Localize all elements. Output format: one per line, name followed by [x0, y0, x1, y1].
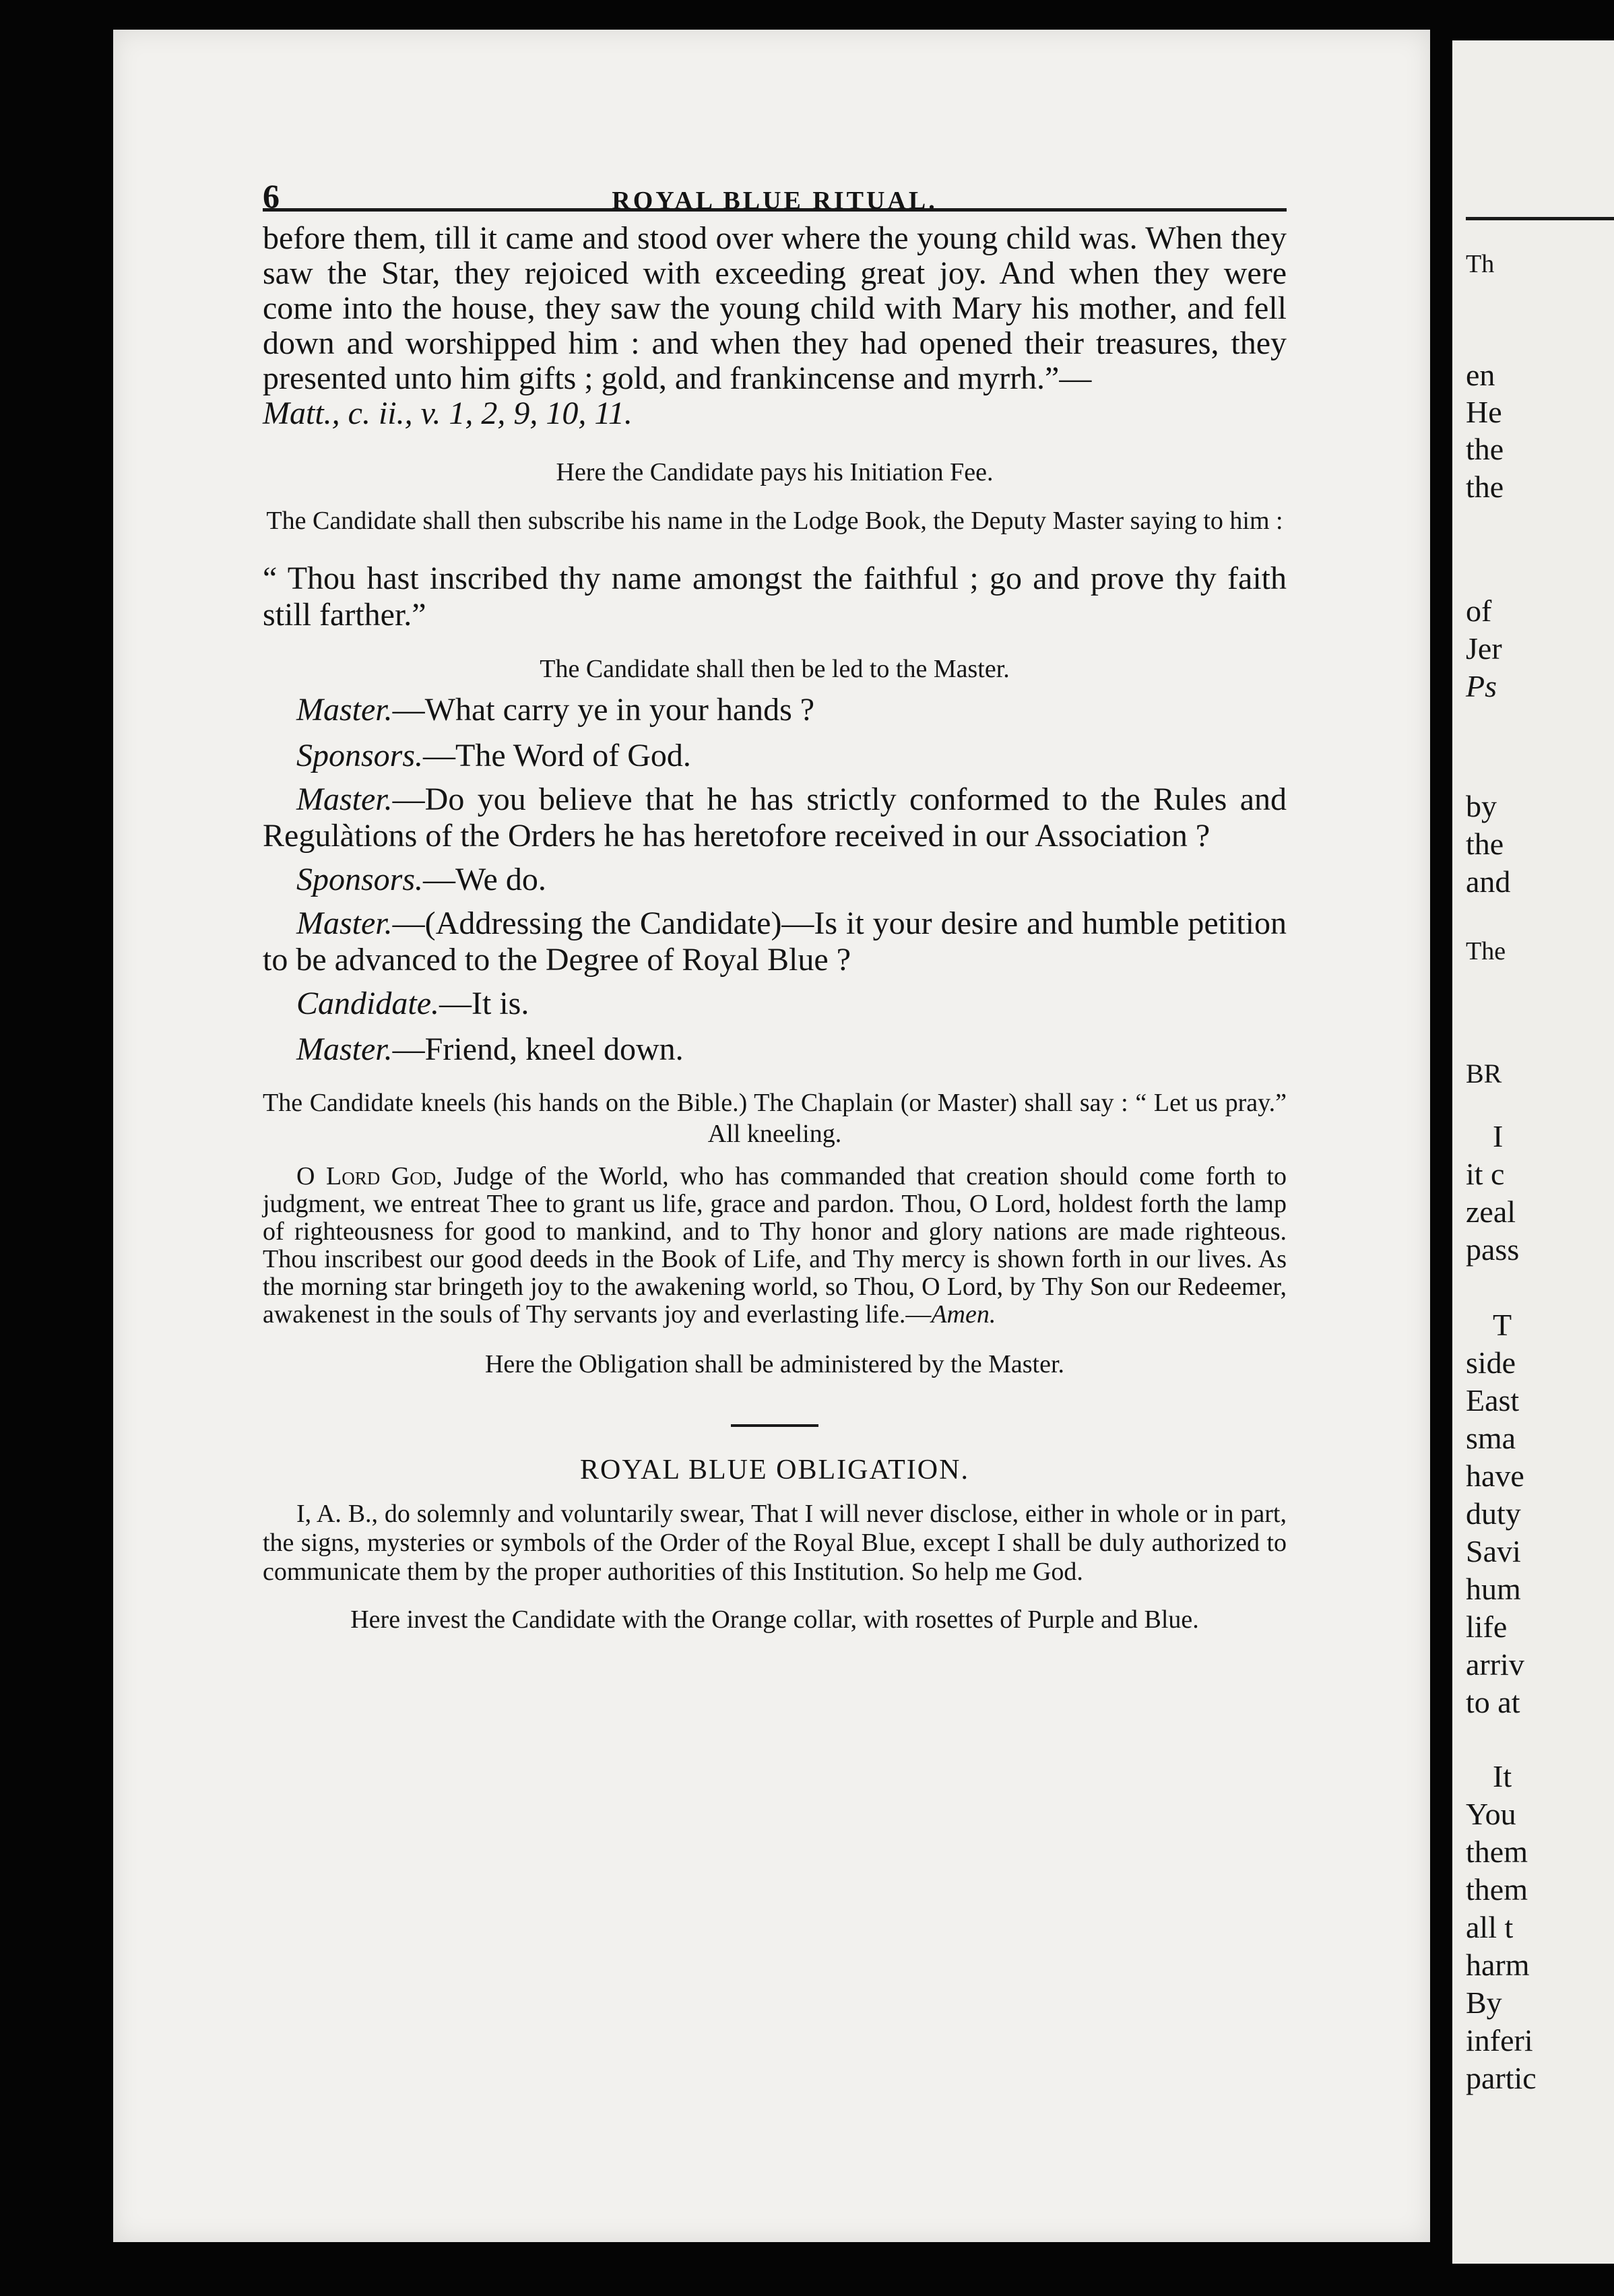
right-page-fragment: en — [1466, 358, 1495, 392]
right-page-fragment: them — [1466, 1872, 1528, 1907]
right-page-fragment: duty — [1466, 1496, 1521, 1531]
right-page-fragment: hum — [1466, 1572, 1521, 1606]
prayer: O Lord God, Judge of the World, who has commanded that creation should come forth to judgment, we entreat Thee to grant us life, grace and pardon. Thou, O Lord, holdest forth the lamp of righteousness for good to mankind, and to Thy honor and glory nations are made righteous. Thou inscribest our good deeds in the Book of Life, and Thy mercy is shown forth in our lives. As the morning star bringeth joy to the awakening world, so Thou, O Lord, by Thy Son our Redeemer, awakenest in the souls of Thy servants joy and everlasting life.—Amen. — [263, 1162, 1287, 1329]
right-page-fragment: of — [1466, 594, 1492, 628]
right-page-fragment: to at — [1466, 1685, 1520, 1719]
obligation-text: I, A. B., do solemnly and voluntarily swear, That I will never disclose, either in whole or in part, the signs, mysteries or symbols of the Order of the Royal Blue, except I shall be duly authorized to communicate them by the proper authorities of this Institution. So help me God. — [263, 1500, 1287, 1586]
dialog — [263, 690, 1287, 1070]
right-page-fragment: He — [1466, 395, 1502, 429]
deputy-master-quote: “ Thou hast inscribed thy name amongst the faithful ; go and prove thy faith still farther.” — [263, 561, 1287, 633]
book-page-left — [113, 30, 1430, 2242]
dialog-line: Sponsors.—We do. — [296, 862, 546, 897]
dialog-line: Master.—Friend, kneel down. — [296, 1031, 684, 1067]
right-page-fragment: Ps — [1466, 669, 1497, 703]
dialog-line: Master.—What carry ye in your hands ? — [296, 692, 815, 728]
instruction-fee: Here the Candidate pays his Initiation Fee. — [556, 458, 994, 486]
page-content — [263, 144, 1287, 1635]
instruction-subscribe: The Candidate shall then subscribe his name in the Lodge Book, the Deputy Master saying to him : — [266, 507, 1283, 535]
book-page-right-edge — [1452, 40, 1614, 2264]
right-page-fragment: I — [1493, 1119, 1504, 1153]
right-page-fragment: BR — [1466, 1058, 1502, 1089]
right-page-fragment: them — [1466, 1835, 1528, 1869]
right-page-fragment: the — [1466, 827, 1504, 861]
right-page-fragment: Savi — [1466, 1534, 1521, 1568]
page-header — [263, 144, 1287, 215]
right-page-fragment: and — [1466, 864, 1511, 899]
right-page-fragment: sma — [1466, 1421, 1516, 1455]
instruction-obligation: Here the Obligation shall be administered by the Master. — [484, 1350, 1065, 1378]
right-page-fragment: the — [1466, 432, 1504, 466]
right-page-fragment: East — [1466, 1383, 1520, 1417]
dialog-line: Master.—(Addressing the Candidate)—Is it your desire and humble petition to be advanced to the Degree of Royal Blue ? — [263, 905, 1287, 978]
right-page-fragment: The — [1466, 937, 1506, 965]
right-page-fragment: harm — [1466, 1948, 1530, 1982]
dialog-line: Candidate.—It is. — [296, 986, 529, 1021]
scripture-citation: Matt., c. ii., v. 1, 2, 9, 10, 11. — [263, 395, 633, 431]
running-title: ROYAL BLUE RITUAL. — [612, 187, 938, 215]
right-page-fragment: inferi — [1466, 2023, 1533, 2058]
section-divider — [731, 1424, 818, 1427]
right-page-fragment: It — [1493, 1759, 1512, 1793]
right-page-fragment: By — [1466, 1985, 1502, 2020]
right-page-fragment: Jer — [1466, 631, 1502, 666]
right-page-fragment: it c — [1466, 1157, 1505, 1191]
right-page-fragment: You — [1466, 1797, 1516, 1831]
right-page-fragment: side — [1466, 1345, 1516, 1380]
dialog-line: Master.—Do you believe that he has strictly conformed to the Rules and Regulàtions of the Orders he has heretofore received in our Association ? — [263, 782, 1287, 854]
dialog-line: Sponsors.—The Word of God. — [296, 738, 691, 773]
right-page-rule — [1466, 217, 1614, 220]
right-page-fragment: all t — [1466, 1910, 1514, 1944]
scripture-passage: before them, till it came and stood over where the young child was. When they saw the Star, they rejoiced with exceeding great joy. And when they were come into the house, they saw the young child with Mary his mother, and fell down and worshipped him : and when they had opened their treasures, they presented unto him gifts ; gold, and frankincense and myrrh.”— Matt., c. ii., v. 1, 2, 9, 10, 11. — [263, 220, 1287, 431]
right-page-fragment: have — [1466, 1459, 1524, 1493]
obligation-title: ROYAL BLUE OBLIGATION. — [580, 1455, 969, 1486]
right-page-fragment: by — [1466, 789, 1497, 823]
right-page-fragment: arriv — [1466, 1647, 1524, 1682]
instruction-led-to-master: The Candidate shall then be led to the Master. — [540, 655, 1010, 683]
right-page-fragment: the — [1466, 470, 1504, 504]
page-number: 6 — [263, 177, 280, 215]
instruction-kneels: The Candidate kneels (his hands on the Bible.) The Chaplain (or Master) shall say : “ Let us pray.” All kneeling. — [263, 1089, 1287, 1148]
right-page-fragment: pass — [1466, 1232, 1520, 1267]
right-page-fragment: zeal — [1466, 1194, 1516, 1229]
instruction-invest: Here invest the Candidate with the Orange collar, with rosettes of Purple and Blue. — [350, 1605, 1199, 1634]
right-page-fragment: T — [1493, 1308, 1512, 1342]
right-page-fragment: partic — [1466, 2061, 1537, 2095]
right-page-fragment: Th — [1466, 250, 1495, 278]
right-page-fragment: life — [1466, 1609, 1508, 1644]
